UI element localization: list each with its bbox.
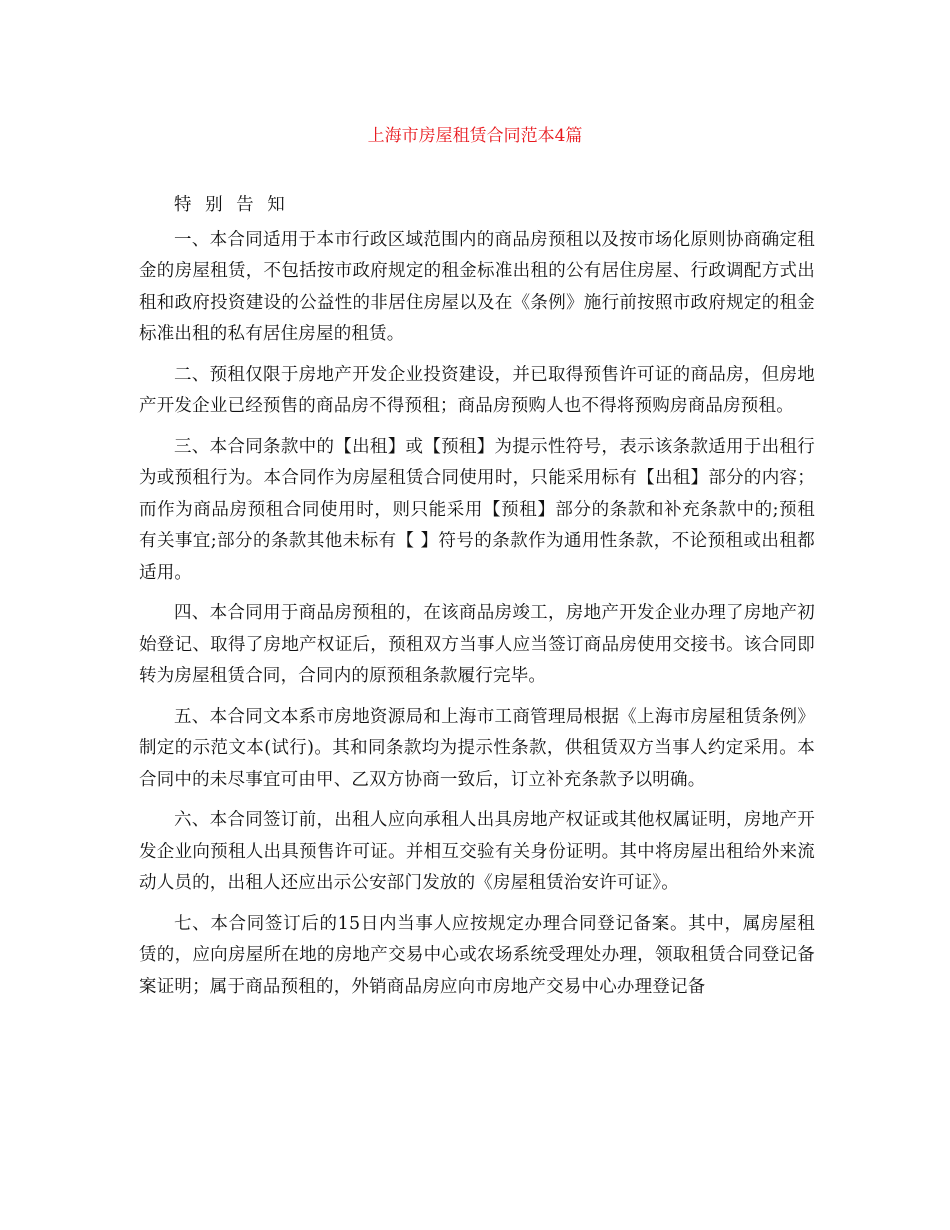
paragraph-1: 一、本合同适用于本市行政区域范围内的商品房预租以及按市场化原则协商确定租金的房屋租赁，不包括按市政府规定的租金标准出租的公有居住房屋、行政调配方式出租和政府投资建设的公益性的非居住房屋以及在《条例》施行前按照市政府规定的租金标准出租的私有居住房屋的租赁。 — [139, 229, 815, 344]
paragraph-4: 四、本合同用于商品房预租的，在该商品房竣工，房地产开发企业办理了房地产初始登记、取得了房地产权证后，预租双方当事人应当签订商品房使用交接书。该合同即转为房屋租赁合同，合同内的原预租条款履行完毕。 — [139, 603, 815, 686]
document-body — [139, 190, 815, 1012]
paragraph-3: 三、本合同条款中的【出租】或【预租】为提示性符号，表示该条款适用于出租行为或预租行为。本合同作为房屋租赁合同使用时，只能采用标有【出租】部分的内容；而作为商品房预租合同使用时，则只能采用【预租】部分的条款和补充条款中的;预租有关事宜;部分的条款其他未标有【 】符号的条款作为通用性条款，不论预租或出租都适用。 — [139, 436, 815, 583]
notice-heading: 特 别 告 知 — [174, 195, 289, 215]
paragraph-7: 七、本合同签订后的15日内当事人应按规定办理合同登记备案。其中，属房屋租赁的，应向房屋所在地的房地产交易中心或农场系统受理处办理，领取租赁合同登记备案证明；属于商品预租的，外销商品房应向市房地产交易中心办理登记备 — [139, 913, 815, 997]
paragraph-5: 五、本合同文本系市房地资源局和上海市工商管理局根据《上海市房屋租赁条例》制定的示范文本(试行)。其和同条款均为提示性条款，供租赁双方当事人约定采用。本合同中的未尽事宜可由甲、乙双方协商一致后，订立补充条款予以明确。 — [139, 706, 815, 790]
document-title: 上海市房屋租赁合同范本4篇 — [367, 126, 583, 146]
paragraph-6: 六、本合同签订前，出租人应向承租人出具房地产权证或其他权属证明，房地产开发企业向预租人出具预售许可证。并相互交验有关身份证明。其中将房屋出租给外来流动人员的，出租人还应出示公安部门发放的《房屋租赁治安许可证》。 — [139, 810, 815, 893]
paragraph-2: 二、预租仅限于房地产开发企业投资建设，并已取得预售许可证的商品房，但房地产开发企业已经预售的商品房不得预租；商品房预购人也不得将预购房商品房预租。 — [139, 364, 815, 416]
